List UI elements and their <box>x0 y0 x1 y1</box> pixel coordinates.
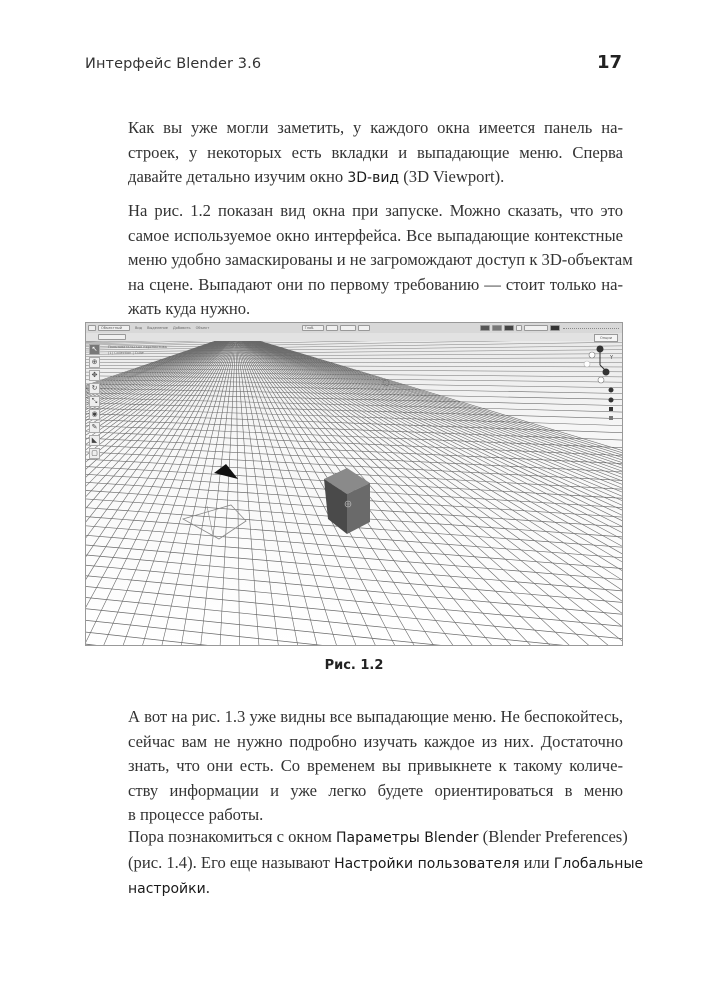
visibility-button[interactable] <box>480 325 490 331</box>
move-icon: ✥ <box>91 371 98 379</box>
shading-buttons[interactable] <box>524 325 548 331</box>
cursor-tool-button[interactable] <box>89 357 100 368</box>
navigation-gizmo[interactable] <box>578 343 618 443</box>
camera-view-icon <box>609 407 613 411</box>
proportional-edit-button[interactable] <box>358 325 370 331</box>
pivot-button[interactable] <box>326 325 338 331</box>
editor-type-button[interactable] <box>88 325 96 331</box>
ui-term-user-settings: Настройки пользователя <box>334 855 520 872</box>
text-line: самое используемое окно интерфейса. Все выпадающие контекстные <box>128 225 623 245</box>
scale-icon: ⤡ <box>91 397 98 405</box>
gizmo-button[interactable] <box>492 325 502 331</box>
add-cube-icon: ▢ <box>91 449 98 457</box>
text-line <box>128 876 623 902</box>
rotate-icon: ↻ <box>91 384 98 392</box>
paragraph-figure-ref <box>128 199 633 322</box>
zoom-icon <box>609 388 614 393</box>
move-tool-button[interactable] <box>89 370 100 381</box>
running-head: Интерфейс Blender 3.6 <box>85 56 262 72</box>
ui-term-global: Глобальные <box>553 855 644 872</box>
ui-term-3d-view: 3D-вид <box>347 170 400 186</box>
select-mode-buttons[interactable] <box>98 334 126 340</box>
text-line: На рис. 1.2 показан вид окна при запуске. Можно сказать, что это <box>128 201 623 220</box>
ui-term-settings: настройки <box>128 881 206 897</box>
gizmo-neg-y <box>584 361 590 367</box>
text-line: А вот на рис. 1.3 уже видны все выпадающие меню. Не беспокойтесь, <box>128 707 624 726</box>
gizmo-neg-z <box>598 377 604 383</box>
gizmo-neg-x <box>589 352 595 358</box>
gizmo-x-axis <box>603 369 610 376</box>
text-line: Как вы уже могли заметить, у каждого окна имеется панель на- <box>128 118 623 137</box>
figure-blender-viewport <box>85 322 623 646</box>
viewport-subheader <box>86 333 622 341</box>
text-line: сейчас вам не нужно подробно изучать каждое из них. Достаточно <box>128 731 623 751</box>
collection-info: (1) Collection | Cube <box>108 351 144 355</box>
viewport-grid <box>86 323 623 646</box>
text-span: (Blender Preferences) <box>478 827 628 846</box>
menu-view[interactable]: Вид <box>135 326 143 330</box>
figure-caption: Рис. 1.2 <box>324 658 384 673</box>
text-span: . <box>205 878 210 897</box>
overlay-button[interactable] <box>504 325 514 331</box>
text-line: ству информации и уже легко будете ориентироваться в меню <box>128 780 623 800</box>
menu-select[interactable]: Выделение <box>147 326 168 330</box>
measure-icon: ◣ <box>91 436 98 444</box>
page-number: 17 <box>596 52 622 73</box>
menu-add[interactable]: Добавить <box>172 326 191 330</box>
options-dropdown[interactable]: Опции <box>594 334 618 342</box>
annotate-tool-button[interactable] <box>89 422 100 433</box>
paragraph-preferences <box>128 825 644 902</box>
measure-tool-button[interactable] <box>89 435 100 446</box>
annotate-icon: ✎ <box>91 423 98 431</box>
text-span: Пора познакомиться с окном <box>128 827 336 846</box>
select-icon: ↖ <box>91 345 98 353</box>
text-span: давайте детально изучим окно <box>128 167 348 186</box>
tool-shelf <box>89 344 101 461</box>
add-cube-tool-button[interactable] <box>89 448 100 459</box>
ui-term-blender-preferences: Параметры Blender <box>336 830 479 846</box>
paragraph-intro <box>128 116 623 191</box>
mode-selector[interactable]: Объектный <box>98 325 130 331</box>
pan-icon <box>609 398 614 403</box>
shading-dropdown-button[interactable] <box>550 325 560 331</box>
orientation-selector[interactable]: Глоб. <box>302 325 324 331</box>
header-icons-row <box>563 328 619 329</box>
select-tool-button[interactable] <box>89 344 100 355</box>
text-line: знать, что они есть. Со временем вы привыкнете к такому количе- <box>128 756 623 775</box>
perspective-toggle-icon <box>609 416 613 420</box>
scale-tool-button[interactable] <box>89 396 100 407</box>
cursor-icon: ⊕ <box>91 358 98 366</box>
gizmo-z-axis <box>597 346 604 353</box>
text-span: (3D Viewport). <box>399 167 505 186</box>
text-line: строек, у некоторых есть вкладки и выпадающие меню. Сперва <box>128 142 623 162</box>
paragraph-menus <box>128 705 623 828</box>
gizmo-y-label: Y <box>610 355 614 361</box>
view-name: Пользовательская перспектива <box>108 345 167 349</box>
transform-icon: ◉ <box>91 410 98 418</box>
xray-button[interactable] <box>516 325 522 331</box>
text-line: в процессе работы. <box>128 805 264 824</box>
snap-button[interactable] <box>340 325 356 331</box>
text-line: меню удобно замаскированы и не загромождают доступ к 3D-объектам <box>128 250 633 269</box>
menu-object[interactable]: Объект <box>195 326 210 330</box>
text-line <box>128 825 628 851</box>
viewport-info <box>108 344 167 356</box>
text-span: или <box>519 852 554 872</box>
transform-tool-button[interactable] <box>89 409 100 420</box>
text-line: жать куда нужно. <box>128 299 251 318</box>
text-line <box>128 165 623 191</box>
rotate-tool-button[interactable] <box>89 383 100 394</box>
text-span: (рис. 1.4). Его еще называют <box>128 852 335 872</box>
text-line: на сцене. Выпадают они по первому требованию — стоит только на- <box>128 274 623 294</box>
text-line <box>128 851 644 877</box>
